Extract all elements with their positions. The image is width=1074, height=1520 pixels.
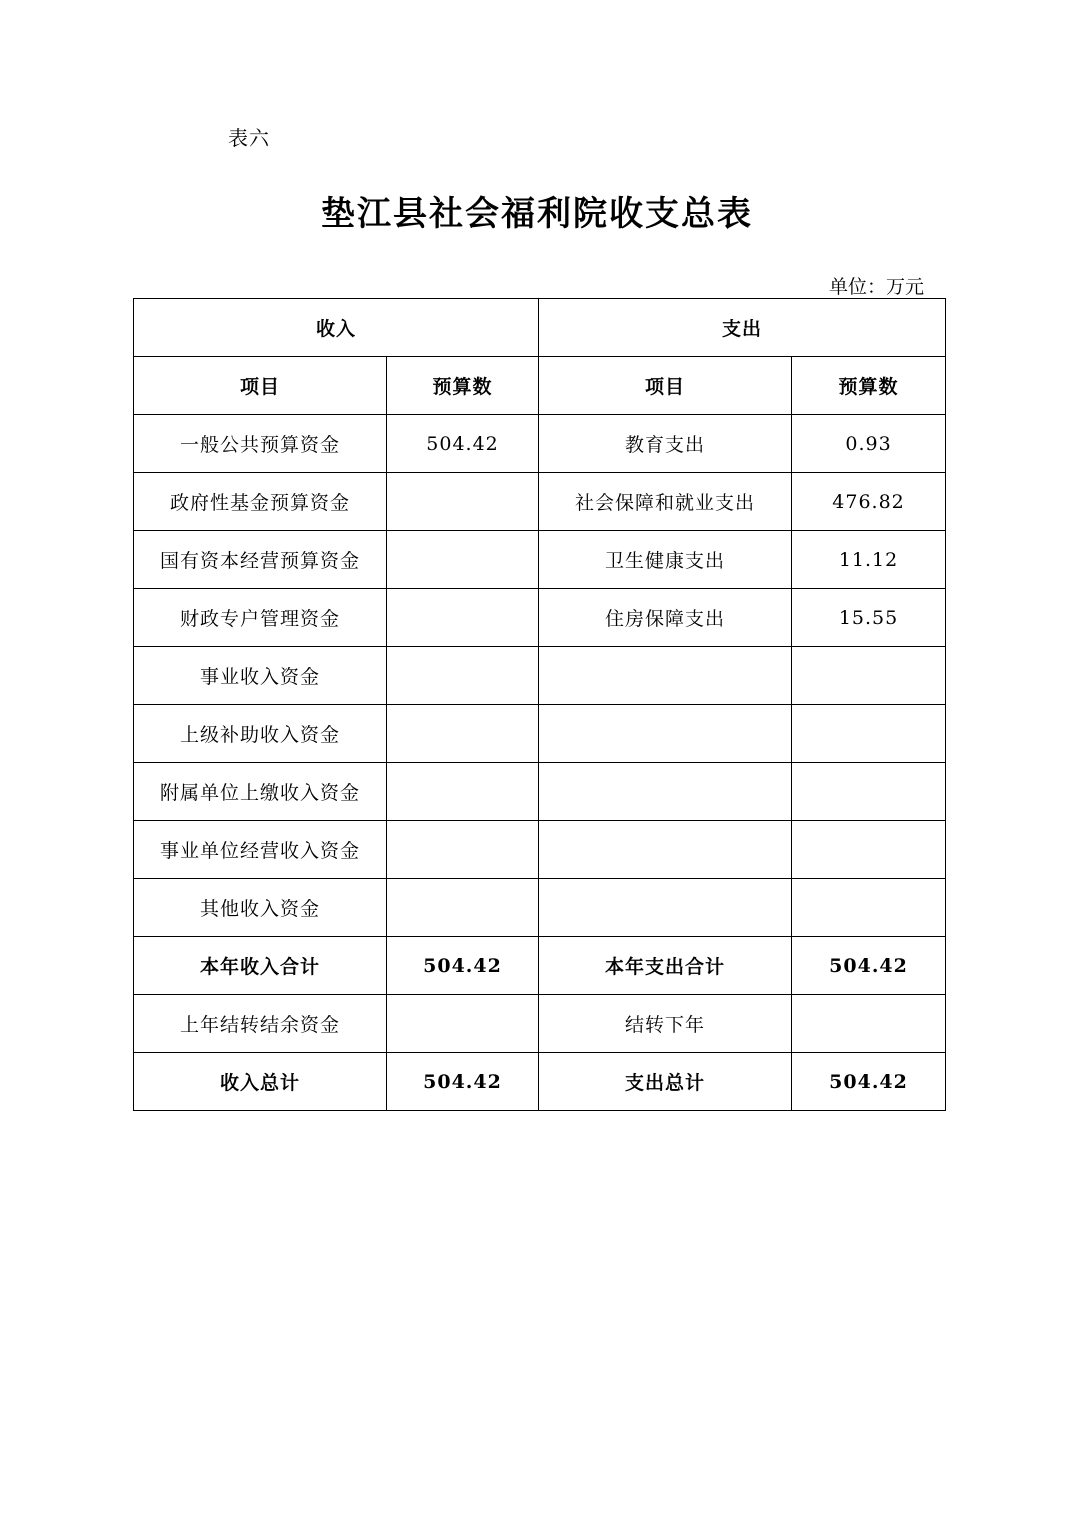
income-item: 事业单位经营收入资金 (134, 821, 387, 879)
table-subtotal-row (134, 937, 946, 995)
table-group-header-row (134, 299, 946, 357)
expenditure-item: 卫生健康支出 (539, 531, 792, 589)
expenditure-budget (792, 705, 946, 763)
income-item: 政府性基金预算资金 (134, 473, 387, 531)
expenditure-subtotal-value: 504.42 (792, 937, 946, 995)
income-subtotal-value: 504.42 (387, 937, 539, 995)
table-carryover-row (134, 995, 946, 1053)
income-budget (387, 589, 539, 647)
income-item: 事业收入资金 (134, 647, 387, 705)
income-item: 国有资本经营预算资金 (134, 531, 387, 589)
expenditure-carryover-label: 结转下年 (539, 995, 792, 1053)
income-item: 附属单位上缴收入资金 (134, 763, 387, 821)
income-item: 一般公共预算资金 (134, 415, 387, 473)
income-budget (387, 473, 539, 531)
table-row (134, 415, 946, 473)
unit-note: 单位：万元 (828, 276, 924, 298)
expenditure-budget: 11.12 (792, 531, 946, 589)
column-header-expenditure-item: 项目 (539, 357, 792, 415)
expenditure-item (539, 647, 792, 705)
expenditure-item (539, 879, 792, 937)
expenditure-item (539, 705, 792, 763)
page-title: 垫江县社会福利院收支总表 (321, 194, 753, 234)
expenditure-item: 住房保障支出 (539, 589, 792, 647)
table-row (134, 879, 946, 937)
income-item: 上级补助收入资金 (134, 705, 387, 763)
table-row (134, 589, 946, 647)
income-budget (387, 647, 539, 705)
income-subtotal-label: 本年收入合计 (134, 937, 387, 995)
expenditure-total-value: 504.42 (792, 1053, 946, 1111)
expenditure-item (539, 763, 792, 821)
table-row (134, 821, 946, 879)
income-item: 其他收入资金 (134, 879, 387, 937)
expenditure-carryover-value (792, 995, 946, 1053)
table-row (134, 705, 946, 763)
table-row (134, 763, 946, 821)
group-header-income: 收入 (134, 299, 539, 357)
expenditure-budget (792, 647, 946, 705)
expenditure-budget: 0.93 (792, 415, 946, 473)
column-header-income-budget: 预算数 (387, 357, 539, 415)
table-row (134, 647, 946, 705)
group-header-expenditure: 支出 (539, 299, 946, 357)
expenditure-budget: 15.55 (792, 589, 946, 647)
income-budget (387, 763, 539, 821)
income-total-label: 收入总计 (134, 1053, 387, 1111)
budget-summary-table (133, 298, 946, 1111)
column-header-expenditure-budget: 预算数 (792, 357, 946, 415)
expenditure-budget: 476.82 (792, 473, 946, 531)
income-budget: 504.42 (387, 415, 539, 473)
sheet-label: 表六 (228, 126, 270, 150)
expenditure-budget (792, 821, 946, 879)
expenditure-total-label: 支出总计 (539, 1053, 792, 1111)
column-header-income-item: 项目 (134, 357, 387, 415)
table-row (134, 473, 946, 531)
income-total-value: 504.42 (387, 1053, 539, 1111)
expenditure-budget (792, 763, 946, 821)
table-row (134, 531, 946, 589)
expenditure-item: 社会保障和就业支出 (539, 473, 792, 531)
expenditure-subtotal-label: 本年支出合计 (539, 937, 792, 995)
table-total-row (134, 1053, 946, 1111)
expenditure-item (539, 821, 792, 879)
expenditure-budget (792, 879, 946, 937)
income-carryover-value (387, 995, 539, 1053)
income-item: 财政专户管理资金 (134, 589, 387, 647)
expenditure-item: 教育支出 (539, 415, 792, 473)
income-budget (387, 705, 539, 763)
table-column-header-row (134, 357, 946, 415)
income-budget (387, 879, 539, 937)
income-carryover-label: 上年结转结余资金 (134, 995, 387, 1053)
income-budget (387, 531, 539, 589)
income-budget (387, 821, 539, 879)
